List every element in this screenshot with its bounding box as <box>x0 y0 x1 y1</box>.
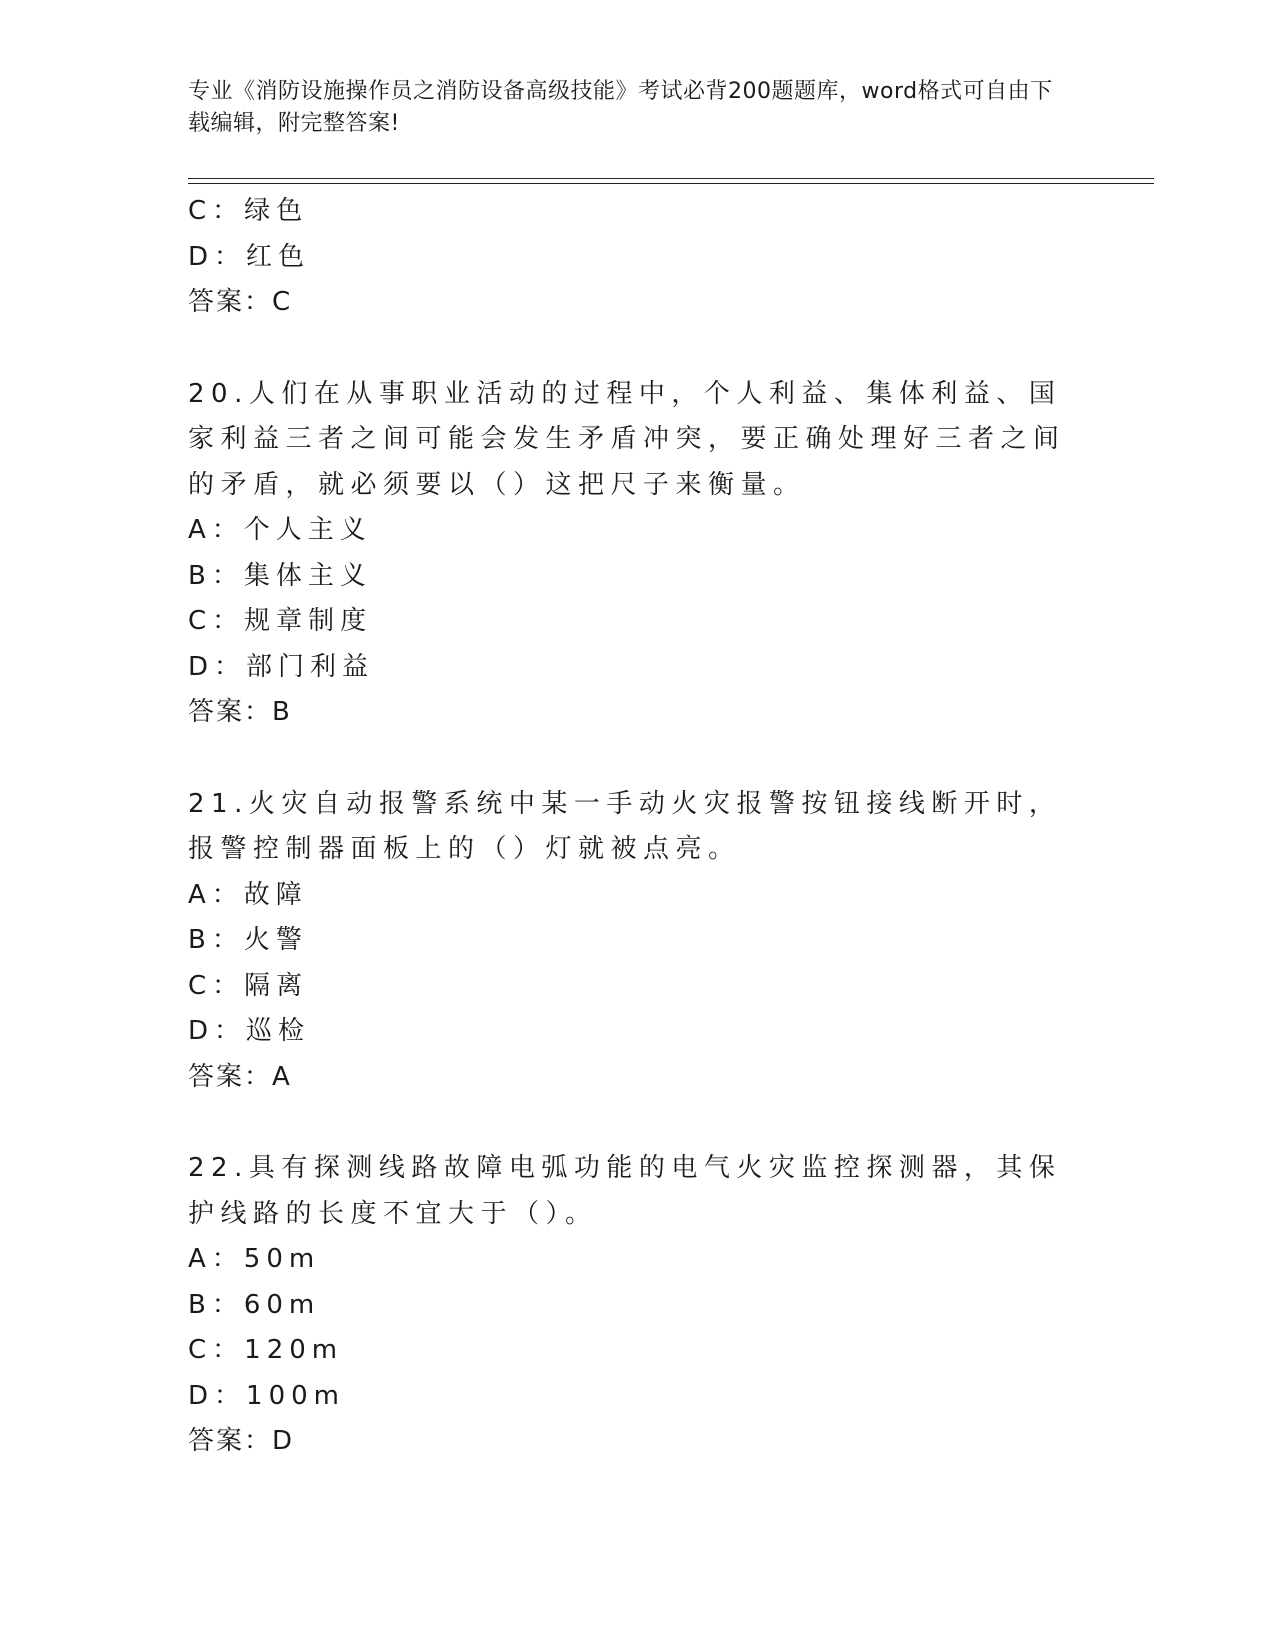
option-text: 红色 <box>246 241 311 272</box>
option-b <box>188 554 1088 600</box>
option-label: D： <box>188 1016 247 1046</box>
option-d <box>188 645 1088 691</box>
spacer <box>188 326 1088 372</box>
option-label: B： <box>188 560 244 591</box>
option-text: 绿色 <box>244 196 309 226</box>
option-c <box>188 964 1088 1010</box>
option-b <box>188 918 1088 964</box>
option-label: B： <box>188 925 244 955</box>
option-text: 部门利益 <box>246 651 375 682</box>
option-text: 规章制度 <box>244 606 373 636</box>
option-text: 120m <box>244 1335 344 1365</box>
answer-line: 答案：B <box>188 697 292 727</box>
option-label: C： <box>188 196 245 226</box>
option-text: 隔离 <box>244 970 309 1001</box>
option-label: B： <box>188 1289 244 1320</box>
option-label: C： <box>188 606 245 636</box>
question-stem: 20.人们在从事职业活动的过程中，个人利益、集体利益、国家利益三者之间可能会发生矛盾冲突，要正确处理好三者之间的矛盾，就必须要以（）这把尺子来衡量。 <box>188 378 1066 500</box>
spacer <box>188 736 1088 782</box>
question-20 <box>188 372 1088 736</box>
option-a <box>188 1237 1088 1283</box>
option-label: D： <box>188 1380 247 1411</box>
header-rule-top <box>188 178 1154 179</box>
question-partial <box>188 189 1088 326</box>
option-c <box>188 599 1088 645</box>
option-text: 集体主义 <box>243 560 372 591</box>
option-label: A： <box>188 879 244 910</box>
answer-line: 答案：D <box>188 1426 295 1456</box>
option-text: 100m <box>246 1380 345 1411</box>
answer-line: 答案：C <box>188 287 293 317</box>
option-label: C： <box>188 1335 245 1365</box>
answer-line: 答案：A <box>188 1061 292 1092</box>
option-text: 60m <box>243 1289 321 1320</box>
option-d <box>188 1374 1088 1420</box>
option-d <box>188 235 1088 281</box>
option-text: 个人主义 <box>243 515 372 545</box>
option-label: D： <box>188 241 247 272</box>
header-rule-bottom <box>188 183 1154 184</box>
question-21 <box>188 782 1088 1101</box>
option-label: A： <box>188 1244 244 1274</box>
document-body <box>188 189 1088 1465</box>
option-a <box>188 873 1088 919</box>
header-text: 专业《消防设施操作员之消防设备高级技能》考试必背200题题库，word格式可自由下载编辑，附完整答案! <box>188 79 1053 136</box>
option-c <box>188 189 1088 235</box>
option-label: C： <box>188 970 245 1001</box>
question-stem: 22.具有探测线路故障电弧功能的电气火灾监控探测器，其保护线路的长度不宜大于（）。 <box>188 1153 1062 1229</box>
option-text: 50m <box>243 1244 321 1274</box>
option-b <box>188 1283 1088 1329</box>
option-text: 故障 <box>243 879 308 910</box>
question-stem: 21.火灾自动报警系统中某一手动火灾报警按钮接线断开时，报警控制器面板上的（）灯就被点亮。 <box>188 788 1062 864</box>
option-d <box>188 1009 1088 1055</box>
option-label: D： <box>188 651 247 682</box>
option-a <box>188 508 1088 554</box>
option-c <box>188 1328 1088 1374</box>
question-22 <box>188 1146 1088 1465</box>
document-header <box>188 76 1068 140</box>
spacer <box>188 1100 1088 1146</box>
option-text: 巡检 <box>246 1016 311 1046</box>
option-label: A： <box>188 515 244 545</box>
option-text: 火警 <box>243 925 308 955</box>
